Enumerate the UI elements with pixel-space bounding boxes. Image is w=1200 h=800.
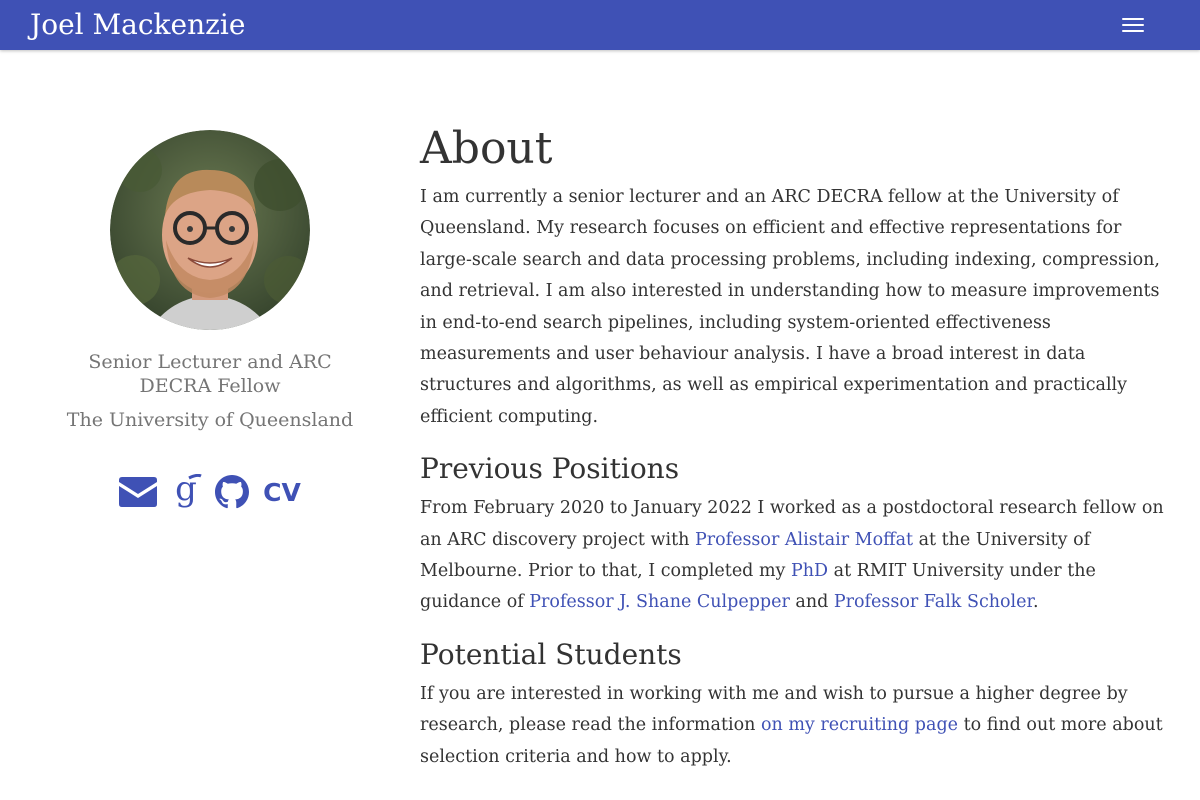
culpepper-link[interactable]: Professor J. Shane Culpepper — [529, 592, 790, 613]
navbar — [0, 0, 1200, 50]
text-segment: . — [1032, 592, 1039, 613]
affiliation: The University of Queensland — [66, 409, 354, 431]
text-segment: at RMIT University under the guidance of — [420, 561, 1096, 613]
about-heading: About — [420, 123, 553, 174]
phd-link[interactable]: PhD — [791, 561, 829, 582]
text-segment: to find out more about selection criteria and how to apply. — [420, 715, 1163, 767]
site-title-link[interactable]: Joel Mackenzie — [30, 8, 246, 41]
text-segment: If you are interested in working with me and wish to pursue a higher degree by research, please read the information — [420, 683, 1128, 736]
svg-text:g: g — [175, 474, 198, 509]
text-segment: From February 2020 to January 2022 I worked as a postdoctoral research fellow on an ARC discovery project with — [420, 498, 1164, 550]
profile-sidebar — [40, 130, 380, 512]
hamburger-menu-icon[interactable] — [1118, 14, 1148, 36]
github-icon — [215, 475, 249, 509]
scholer-link[interactable]: Professor Falk Scholer — [833, 592, 1033, 613]
main-content — [420, 122, 1165, 773]
envelope-icon — [119, 477, 157, 507]
google-scholar-link[interactable] — [169, 472, 203, 512]
moffat-link[interactable]: Professor Alistair Moffat — [694, 529, 914, 550]
google-icon — [169, 474, 203, 510]
previous-positions-heading: Previous Positions — [420, 452, 680, 486]
potential-students-heading: Potential Students — [420, 637, 682, 671]
profile-photo — [110, 130, 310, 330]
previous-positions-paragraph — [420, 493, 1165, 619]
social-links — [40, 472, 380, 512]
text-segment: and — [789, 592, 834, 613]
job-title: Senior Lecturer and ARC DECRA Fellow — [88, 351, 332, 397]
email-link[interactable] — [119, 472, 157, 512]
potential-students-paragraph — [420, 679, 1165, 773]
github-link[interactable] — [215, 472, 249, 512]
about-paragraph: I am currently a senior lecturer and an ARC DECRA fellow at the University of Queensland. My research focuses on efficient and effective representations for large-scale search and data processing problems, including indexing, compression, and retrieval. I am also interested in understanding how to measure improvements in end-to-end search pipelines, including system-oriented effectiveness measurements and user behaviour analysis. I have a broad interest in data structures and algorithms, as well as empirical experimentation and practically efficient computing. — [420, 187, 1160, 427]
cv-link[interactable]: CV — [263, 477, 301, 507]
recruiting-page-link[interactable]: on my recruiting page — [760, 715, 958, 736]
text-segment: at the University of Melbourne. Prior to that, I completed my — [420, 529, 1091, 582]
